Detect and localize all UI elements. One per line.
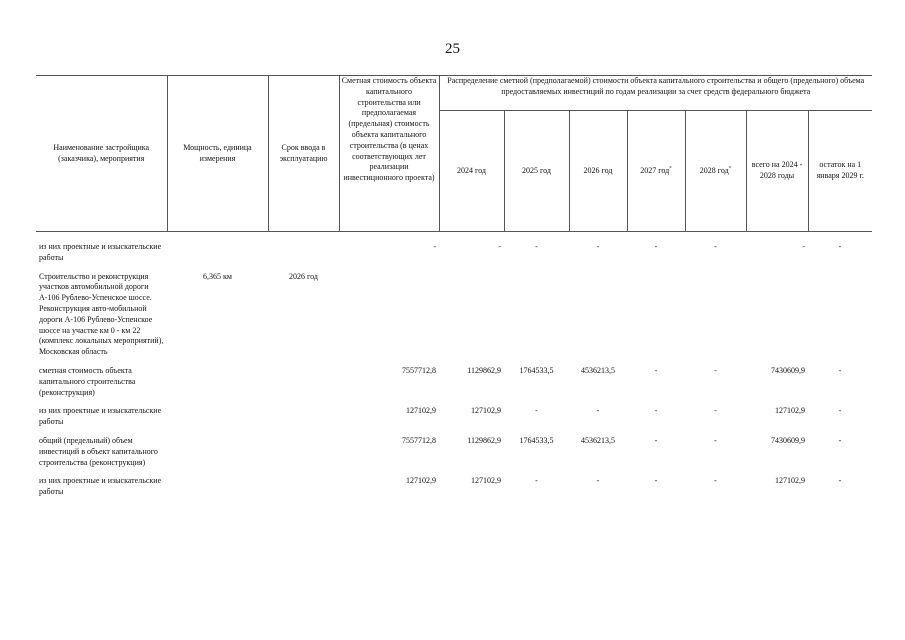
header-year-2028 — [685, 111, 746, 232]
table-row — [36, 242, 872, 272]
row-total: 7430609,9 — [771, 435, 805, 445]
header-total: всего на 2024 - 2028 годы — [746, 111, 808, 232]
row-rest: - — [838, 406, 842, 416]
row-name: Строительство и реконструкция участков автомобильной дороги А-106 Рублево-Успенское шоссе. Реконструкция авто-мобильной дороги А-106 Рублево-Успенское шоссе на участке км 0 - км 22 (комплекс локальных мероприятий), Московская область — [39, 271, 164, 357]
row-term — [268, 242, 339, 272]
row-2028 — [685, 272, 746, 366]
row-2028: - — [714, 406, 717, 416]
row-capacity — [167, 242, 268, 272]
row-total — [746, 272, 808, 366]
row-capacity — [167, 436, 268, 476]
row-cost — [339, 272, 439, 366]
row-2028: - — [714, 365, 717, 375]
row-2025 — [504, 272, 569, 366]
row-cost: 127102,9 — [406, 406, 436, 416]
header-capacity: Мощность, единица измерения — [167, 76, 268, 232]
row-cost: 127102,9 — [406, 476, 436, 486]
page-number: 25 — [445, 41, 460, 57]
row-term — [268, 366, 339, 406]
row-2026: - — [596, 476, 600, 486]
row-capacity — [167, 366, 268, 406]
row-term — [268, 406, 339, 436]
header-year-2024: 2024 год — [439, 111, 504, 232]
investment-table — [36, 75, 872, 506]
row-capacity — [167, 476, 268, 506]
header-year-2027-label: 2027 год — [640, 165, 670, 175]
row-2026: 4536213,5 — [581, 365, 615, 375]
row-2024 — [439, 272, 504, 366]
row-2024: 127102,9 — [471, 476, 501, 486]
row-2028: - — [714, 476, 717, 486]
row-2026: 4536213,5 — [581, 435, 615, 445]
row-2027: - — [654, 406, 658, 416]
header-distribution: Распределение сметной (предполагаемой) стоимости объекта капитального строительства и общего (предельного) объема предоставляемых инвестиций по годам реализации за счет средств федерального бюджета — [439, 76, 872, 111]
header-year-2027 — [627, 111, 685, 232]
row-2027: - — [654, 242, 658, 251]
row-rest — [808, 272, 872, 366]
table-row — [36, 406, 872, 436]
row-cost: - — [433, 242, 436, 251]
table-header-row — [36, 76, 872, 111]
header-estimated-cost: Сметная стоимость объекта капитального строительства или предполагаемая (предельная) стоимость объекта капитального строительства (в ценах соответствующих лет реализации инвестиционного проекта) — [339, 76, 439, 232]
header-name: Наименование застройщика (заказчика), мероприятия — [36, 76, 167, 232]
row-name: сметная стоимость объекта капитального строительства (реконструкция) — [39, 365, 136, 397]
table-row — [36, 366, 872, 406]
row-term: 2026 год — [289, 271, 318, 281]
row-2026 — [569, 272, 627, 366]
table-row — [36, 436, 872, 476]
header-remainder: остаток на 1 января 2029 г. — [808, 111, 872, 232]
row-total: 127102,9 — [775, 476, 805, 486]
row-name: из них проектные и изыскательские работы — [39, 406, 162, 427]
row-cost: 7557712,8 — [402, 365, 436, 375]
row-2024: 1129862,9 — [467, 435, 501, 445]
row-2027 — [627, 272, 685, 366]
row-2027: - — [654, 435, 658, 445]
footnote-mark: * — [728, 165, 732, 171]
row-term — [268, 436, 339, 476]
footnote-mark: * — [669, 165, 672, 171]
header-year-2025: 2025 год — [504, 111, 569, 232]
row-name: из них проектные и изыскательские работы — [39, 476, 162, 497]
row-rest: - — [838, 435, 842, 445]
row-2026: - — [596, 406, 600, 416]
row-2028: - — [714, 242, 717, 251]
row-2025: - — [535, 242, 538, 251]
row-capacity — [167, 406, 268, 436]
row-2025: - — [535, 476, 538, 486]
row-rest: - — [838, 365, 842, 375]
row-rest: - — [838, 242, 842, 251]
row-2024: 127102,9 — [471, 406, 501, 416]
row-2025: 1764533,5 — [519, 365, 554, 375]
row-cost: 7557712,8 — [402, 435, 436, 445]
row-total: 7430609,9 — [771, 365, 805, 375]
row-2027: - — [654, 365, 658, 375]
row-2026: - — [596, 242, 600, 251]
header-commissioning: Срок ввода в эксплуатацию — [268, 76, 339, 232]
row-name: общий (предельный) объем инвестиций в объект капитального строительства (реконструкция) — [39, 435, 158, 467]
row-total: 127102,9 — [775, 406, 805, 416]
row-2025: 1764533,5 — [519, 435, 554, 445]
row-2024: - — [498, 242, 501, 251]
row-2028: - — [714, 435, 717, 445]
row-name: из них проектные и изыскательские работы — [39, 242, 162, 262]
header-year-2026: 2026 год — [569, 111, 627, 232]
row-2027: - — [654, 476, 658, 486]
header-year-2028-label: 2028 год — [699, 165, 729, 175]
row-2024: 1129862,9 — [467, 365, 501, 375]
row-term — [268, 476, 339, 506]
row-capacity: 6,365 км — [203, 271, 232, 281]
row-rest: - — [838, 476, 842, 486]
table-row — [36, 272, 872, 366]
table-row — [36, 476, 872, 506]
row-total: - — [802, 242, 805, 251]
row-2025: - — [535, 406, 538, 416]
